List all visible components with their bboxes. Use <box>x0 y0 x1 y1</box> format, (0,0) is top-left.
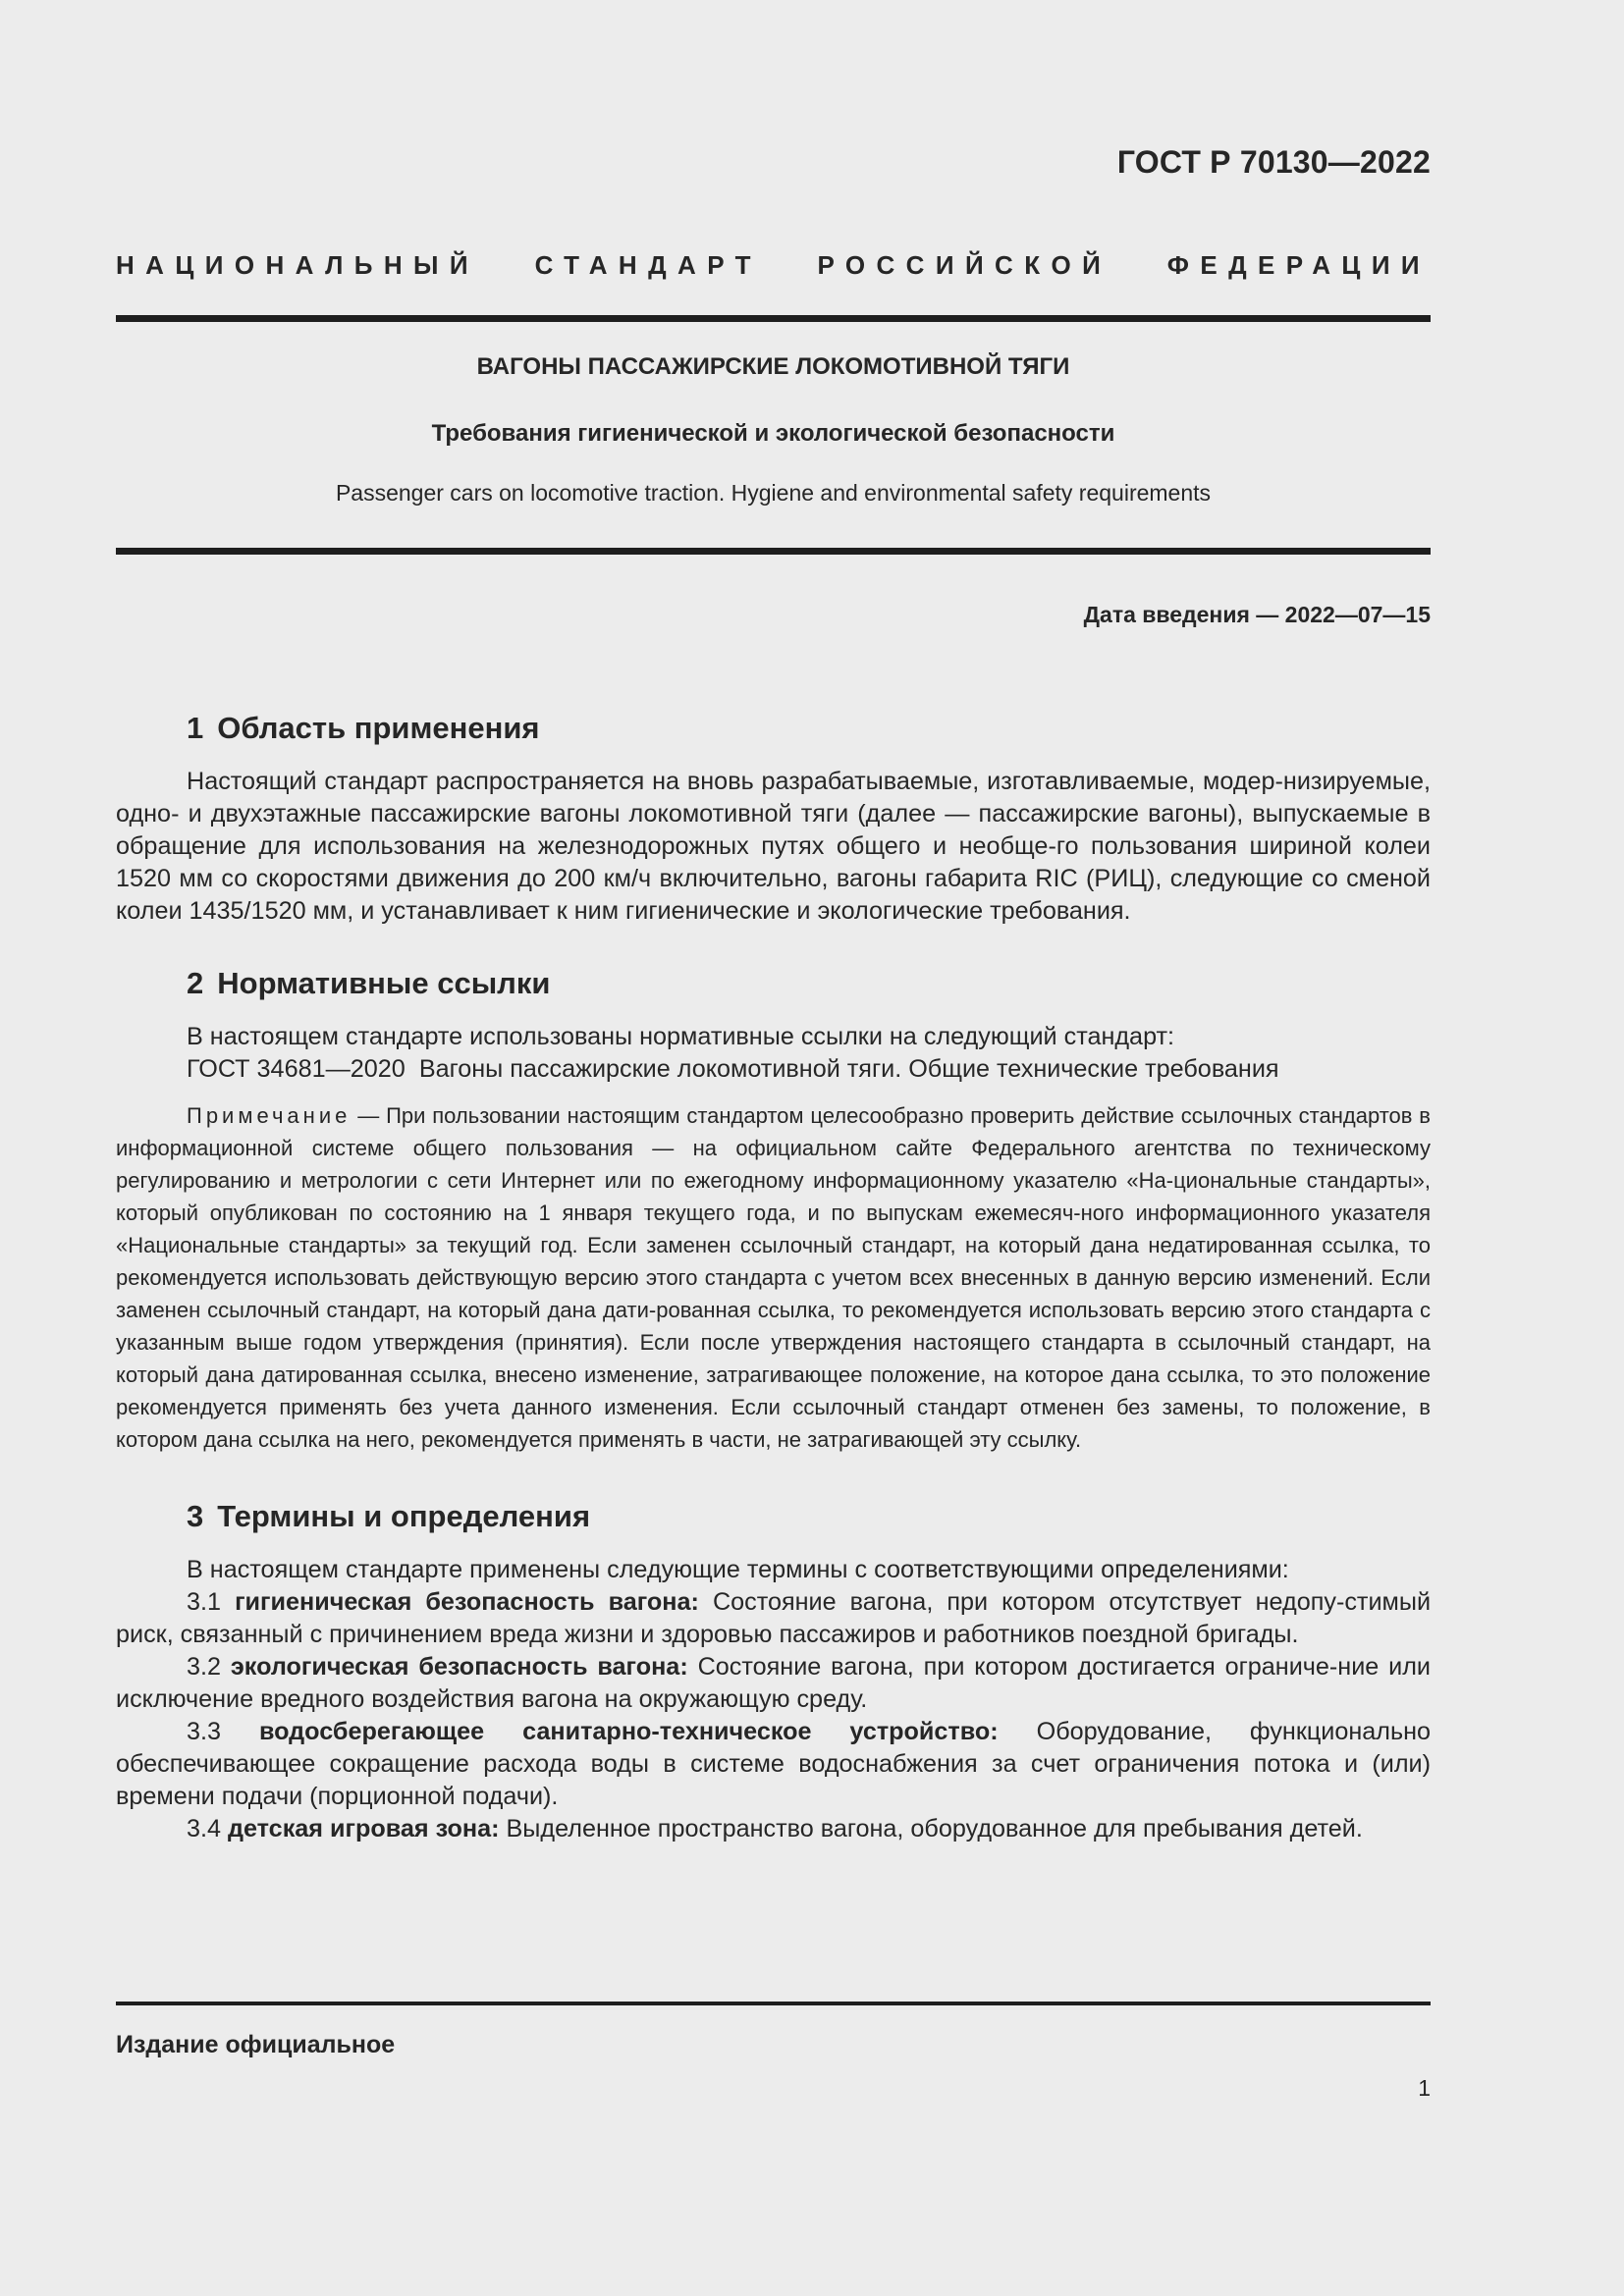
term-item <box>116 1651 1431 1716</box>
term-item <box>116 1586 1431 1651</box>
term-definition: Выделенное пространство вагона, оборудованное для пребывания детей. <box>506 1815 1363 1842</box>
section-number: 1 <box>187 711 204 745</box>
section-title: Область применения <box>217 711 540 745</box>
section-1-heading <box>187 709 1431 748</box>
term-definition: Оборудование, функционально обеспечивающее сокращение расхода воды в системе водоснабжения за счет ограничения потока и (или) времени подачи (порционной подачи). <box>116 1718 1432 1810</box>
normative-reference <box>116 1053 1431 1086</box>
document-title: ВАГОНЫ ПАССАЖИРСКИЕ ЛОКОМОТИВНОЙ ТЯГИ <box>476 353 1070 380</box>
section-number: 3 <box>187 1499 204 1533</box>
reference-code: ГОСТ 34681—2020 <box>187 1055 406 1083</box>
term-name: экологическая безопасность вагона: <box>230 1653 688 1681</box>
document-body <box>116 709 1431 1845</box>
footer-rule <box>116 2002 1431 2005</box>
introduction-date: Дата введения — 2022—07—15 <box>1083 602 1431 627</box>
official-edition-label: Издание официальное <box>116 2031 396 2058</box>
term-definition: Состояние вагона, при котором достигается ограниче-ние или исключение вредного воздействия вагона на окружающую среду. <box>116 1653 1431 1713</box>
section-2-heading <box>187 964 1431 1003</box>
note-text: — При пользовании настоящим стандартом целесообразно проверить действие ссылочных стандартов в информационной системе общего пользования — на официальном сайте Федерального агентства по техническому регулированию и метрологии с сети Интернет или по ежегодному информационному указателю «На-циональные стандарты», который опубликован по состоянию на 1 января текущего года, и по выпускам ежемесяч-ного информационного указателя «Национальные стандарты» за текущий год. Если заменен ссылочный стандарт, на который дана недатированная ссылка, то рекомендуется использовать действующую версию этого стандарта с учетом всех внесенных в данную версию изменений. Если заменен ссылочный стандарт, на который дана дати-рованная ссылка, то рекомендуется использовать версию этого стандарта с указанным выше годом утверждения (принятия). Если после утверждения настоящего стандарта в ссылочный стандарт, на который дана датированная ссылка, внесено изменение, затрагивающее положение, на которое дана ссылка, то это положение рекомендуется применять без учета данного изменения. Если ссылочный стандарт отменен без замены, то положение, в котором дана ссылка на него, рекомендуется применять в части, не затрагивающей эту ссылку. <box>116 1103 1431 1452</box>
section-2-intro: В настоящем стандарте использованы нормативные ссылки на следующий стандарт: <box>187 1023 1175 1050</box>
note-label: Примечание <box>187 1103 352 1128</box>
term-number: 3.2 <box>187 1653 222 1681</box>
document-page <box>116 0 1431 2296</box>
title-rule <box>116 548 1431 555</box>
section-2-note <box>116 1099 1431 1456</box>
term-number: 3.3 <box>187 1718 222 1745</box>
term-name: детская игровая зона: <box>228 1815 500 1842</box>
term-number: 3.1 <box>187 1588 222 1616</box>
standard-number: ГОСТ Р 70130—2022 <box>1116 144 1431 180</box>
header-rule <box>116 315 1431 322</box>
section-3-intro: В настоящем стандарте применены следующие термины с соответствующими определениями: <box>187 1556 1289 1583</box>
term-number: 3.4 <box>187 1815 222 1842</box>
term-name: гигиеническая безопасность вагона: <box>235 1588 699 1616</box>
section-3-heading <box>187 1497 1431 1536</box>
term-item <box>116 1813 1431 1845</box>
section-title: Нормативные ссылки <box>217 966 551 1000</box>
term-definition: Состояние вагона, при котором отсутствует недопу-стимый риск, связанный с причинением вреда жизни и здоровью пассажиров и работников поездной бригады. <box>116 1588 1432 1648</box>
reference-title: Вагоны пассажирские локомотивной тяги. Общие технические требования <box>418 1055 1279 1083</box>
national-standard-title: НАЦИОНАЛЬНЫЙ СТАНДАРТ РОССИЙСКОЙ ФЕДЕРАЦИИ <box>116 250 1431 280</box>
section-title: Термины и определения <box>217 1499 591 1533</box>
section-number: 2 <box>187 966 204 1000</box>
section-1-paragraph: Настоящий стандарт распространяется на вновь разрабатываемые, изготавливаемые, модер-низируемые, одно- и двухэтажные пассажирские вагоны локомотивной тяги (далее — пассажирские вагоны), выпускаемые в обращение для использования на железнодорожных путях общего и необще-го пользования шириной колеи 1520 мм со скоростями движения до 200 км/ч включительно, вагоны габарита RIC (РИЦ), следующие со сменой колеи 1435/1520 мм, и устанавливает к ним гигиенические и экологические требования. <box>116 768 1431 925</box>
document-subtitle: Требования гигиенической и экологической безопасности <box>431 420 1115 447</box>
document-english-title: Passenger cars on locomotive traction. Hygiene and environmental safety requirements <box>335 480 1212 506</box>
term-item <box>116 1716 1431 1813</box>
term-name: водосберегающее санитарно-техническое устройство: <box>258 1718 999 1745</box>
page-number: 1 <box>1418 2075 1431 2101</box>
